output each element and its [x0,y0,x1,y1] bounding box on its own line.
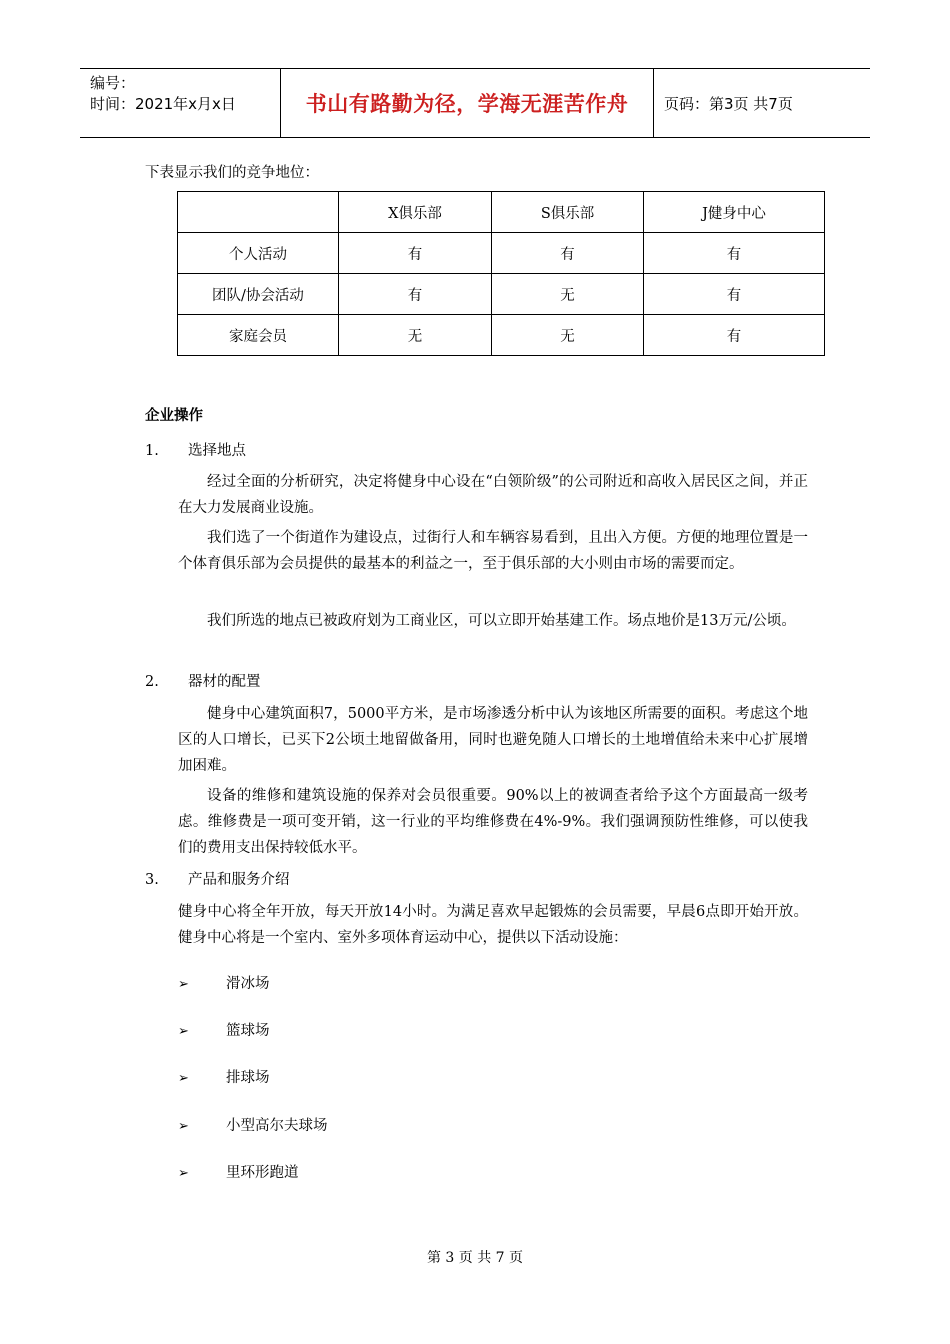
item-heading [145,868,290,889]
table-intro: 下表显示我们的竞争地位： [145,165,319,181]
arrow-bullet-icon: ➢ [178,1166,189,1181]
table-header-cell: X俱乐部 [339,192,492,233]
item-number: 3. [145,872,159,888]
arrow-bullet-icon: ➢ [178,1024,189,1039]
item-title: 器材的配置 [188,674,261,690]
table-row [178,233,825,274]
table-header-cell: S俱乐部 [492,192,644,233]
list-item [178,1019,270,1040]
table-cell: 有 [644,274,825,315]
table-cell: 有 [339,233,492,274]
table-header-row [178,192,825,233]
paragraph: 健身中心建筑面积7，5000平方米，是市场渗透分析中认为该地区所需要的面积。考虑这个地区的人口增长，已买下2公顷土地留做备用，同时也避免随人口增长的土地增值给未来中心扩展增加困难。 [178,706,808,774]
arrow-bullet-icon: ➢ [178,1119,189,1134]
paragraph: 设备的维修和建筑设施的保养对会员很重要。90%以上的被调查者给予这个方面最高一级考虑。维修费是一项可变开销，这一行业的平均维修费在4%-9%。我们强调预防性维修，可以使我们的费用支出保持较低水平。 [178,788,808,856]
competition-table [177,191,825,356]
section-title: 企业操作 [145,408,203,424]
item-title: 选择地点 [188,443,246,459]
table-row [178,315,825,356]
table-cell: 家庭会员 [178,315,339,356]
list-item [178,1114,328,1135]
list-item-label: 里环形跑道 [226,1165,299,1181]
paragraph: 健身中心将全年开放，每天开放14小时。为满足喜欢早起锻炼的会员需要，早晨6点即开始开放。健身中心将是一个室内、室外多项体育运动中心，提供以下活动设施： [178,904,808,946]
table-cell: 无 [492,274,644,315]
table-cell: 团队/协会活动 [178,274,339,315]
list-item-label: 排球场 [226,1070,270,1086]
table-cell: 有 [644,315,825,356]
header-meta [80,69,281,137]
arrow-bullet-icon: ➢ [178,977,189,992]
table-header-cell: J健身中心 [644,192,825,233]
item-number: 2. [145,674,159,690]
list-item-label: 小型高尔夫球场 [226,1118,328,1134]
table-cell: 个人活动 [178,233,339,274]
page-footer: 第 3 页 共 7 页 [426,1250,524,1266]
item-number: 1. [145,443,159,459]
table-cell: 有 [492,233,644,274]
header-page-info: 页码：第3页 共7页 [664,94,793,113]
table-cell: 无 [492,315,644,356]
item-heading [145,439,246,460]
paragraph: 我们所选的地点已被政府划为工商业区，可以立即开始基建工作。场点地价是13万元/公顷。 [207,613,796,629]
time-label: 时间：2021年x月x日 [90,95,236,113]
item-heading [145,670,261,691]
list-item-label: 滑冰场 [226,976,270,992]
number-label: 编号： [90,74,136,92]
item-title: 产品和服务介绍 [188,872,290,888]
table-header-cell [178,192,339,233]
table-cell: 有 [644,233,825,274]
page-header [80,68,870,138]
table-cell: 无 [339,315,492,356]
list-item [178,1161,299,1182]
paragraph: 经过全面的分析研究，决定将健身中心设在“白领阶级”的公司附近和高收入居民区之间，并正在大力发展商业设施。 [178,474,808,516]
list-item [178,1066,270,1087]
table-row [178,274,825,315]
table-cell: 有 [339,274,492,315]
paragraph: 我们选了一个街道作为建设点，过街行人和车辆容易看到，且出入方便。方便的地理位置是一个体育俱乐部为会员提供的最基本的利益之一，至于俱乐部的大小则由市场的需要而定。 [178,530,808,572]
list-item-label: 篮球场 [226,1023,270,1039]
list-item [178,972,270,993]
arrow-bullet-icon: ➢ [178,1071,189,1086]
header-motto: 书山有路勤为径，学海无涯苦作舟 [281,69,654,137]
